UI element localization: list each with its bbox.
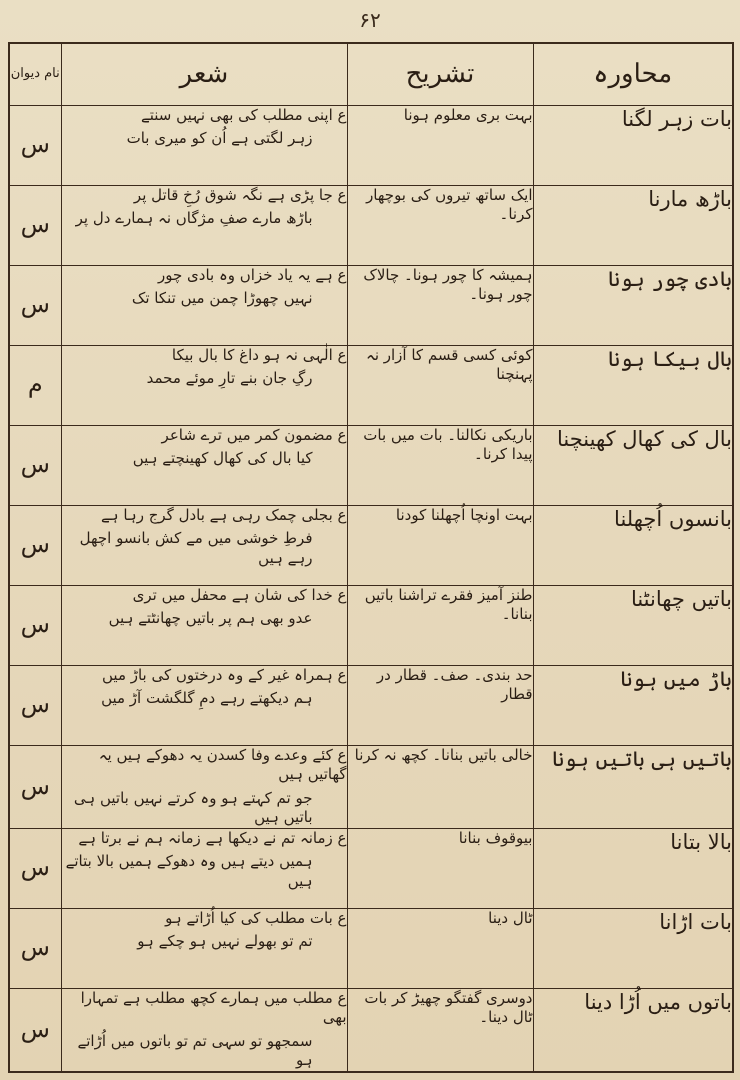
tashreeh-cell: کوئی کسی قسم کا آزار نہ پہنچنا xyxy=(347,345,533,425)
sher-cell xyxy=(61,105,347,185)
sher-cell xyxy=(61,505,347,585)
tashreeh-cell: خالی باتیں بنانا۔ کچھ نہ کرنا xyxy=(347,745,533,828)
tashreeh-cell: ایک ساتھ تیروں کی بوچھار کرنا۔ xyxy=(347,185,533,265)
sher-line-1: ع مضمون کمر میں ترے شاعر xyxy=(161,425,347,444)
sher-cell xyxy=(61,185,347,265)
header-diwan: نام دیوان xyxy=(9,43,61,105)
sher-line-2: عدو بھی ہم پر باتیں چھانٹتے ہیں xyxy=(108,609,313,627)
muhawara-cell: بادی چور ہونا xyxy=(533,265,733,345)
muhawara-cell: بال بیکا ہونا xyxy=(533,345,733,425)
sher-cell xyxy=(61,908,347,988)
diwan-cell: س xyxy=(9,425,61,505)
muhawara-cell: بال کی کھال کھینچنا xyxy=(533,425,733,505)
tashreeh-cell: بہت بری معلوم ہونا xyxy=(347,105,533,185)
tashreeh-cell: ہمیشہ کا چور ہونا۔ چالاک چور ہونا۔ xyxy=(347,265,533,345)
sher-cell xyxy=(61,425,347,505)
tashreeh-cell: باریکی نکالنا۔ بات میں بات پیدا کرنا۔ xyxy=(347,425,533,505)
header-sher: شعر xyxy=(61,43,347,105)
sher-line-1: ع مطلب میں ہمارے کچھ مطلب ہے تمہارا بھی xyxy=(80,988,347,1026)
page-number: ۶۲ xyxy=(359,8,381,32)
tashreeh-cell: حد بندی۔ صف۔ قطار در قطار xyxy=(347,665,533,745)
sher-line-1: ع بجلی چمک رہی ہے بادل گرج رہا ہے xyxy=(100,505,347,524)
sher-line-2: ہم دیکھتے رہے دمِ گلگشت آڑ میں xyxy=(101,689,313,707)
tashreeh-cell: ٹال دینا xyxy=(347,908,533,988)
header-tashreeh: تشریح xyxy=(347,43,533,105)
muhawara-cell: باتیں ہی باتیں ہونا xyxy=(533,745,733,828)
table-row xyxy=(9,505,733,585)
diwan-cell: س xyxy=(9,185,61,265)
sher-cell xyxy=(61,585,347,665)
sher-line-1: ع ہمراہ غیر کے وہ درختوں کی باڑ میں xyxy=(102,665,347,684)
header-muhawara: محاورہ xyxy=(533,43,733,105)
sher-cell xyxy=(61,665,347,745)
table-row xyxy=(9,828,733,908)
sher-line-2: فرطِ خوشی میں مے کش بانسو اچھل رہے ہیں xyxy=(79,529,313,567)
sher-line-1: ع ہے یہ یاد خزاں وہ بادی چور xyxy=(158,265,347,284)
sher-line-1: ع خدا کی شان ہے محفل میں تری xyxy=(132,585,347,604)
sher-line-2: تم تو بھولے نہیں ہو چکے ہو xyxy=(137,932,313,950)
sher-line-2: کیا بال کی کھال کھینچتے ہیں xyxy=(132,449,313,467)
diwan-cell: س xyxy=(9,585,61,665)
muhawara-cell: باڑ میں ہونا xyxy=(533,665,733,745)
sher-line-1: ع زمانہ تم نے دیکھا ہے زمانہ ہم نے برتا ہے xyxy=(78,828,347,847)
sher-line-2: رگِ جان بنے تارِ موئے محمد xyxy=(146,369,313,387)
diwan-cell: س xyxy=(9,988,61,1072)
sher-line-2: ہمیں دیتے ہیں وہ دھوکے ہمیں بالا بتاتے ہیں xyxy=(65,852,313,890)
diwan-cell: س xyxy=(9,745,61,828)
muhawara-cell: باتوں میں اُڑا دینا xyxy=(533,988,733,1072)
tashreeh-cell: دوسری گفتگو چھیڑ کر بات ٹال دینا۔ xyxy=(347,988,533,1072)
table-row xyxy=(9,105,733,185)
muhawara-cell: بات اڑانا xyxy=(533,908,733,988)
sher-line-2: نہیں چھوڑا چمن میں تنکا تک xyxy=(131,289,313,307)
sher-cell xyxy=(61,988,347,1072)
sher-line-1: ع جا پڑی ہے نگہ شوق رُخِ قاتل پر xyxy=(133,185,347,204)
table-row xyxy=(9,585,733,665)
sher-line-1: ع کئے وعدے وفا کسدن یہ دھوکے ہیں یہ گھاتیں ہیں xyxy=(98,745,347,783)
muhawara-cell: بات زہر لگنا xyxy=(533,105,733,185)
idioms-table xyxy=(8,42,734,1073)
sher-line-1: ع بات مطلب کی کیا اُڑاتے ہو xyxy=(165,908,347,927)
table-row xyxy=(9,265,733,345)
diwan-cell: س xyxy=(9,828,61,908)
sher-cell xyxy=(61,745,347,828)
sher-cell xyxy=(61,345,347,425)
diwan-cell: س xyxy=(9,665,61,745)
muhawara-cell: بالا بتانا xyxy=(533,828,733,908)
table-row xyxy=(9,345,733,425)
tashreeh-cell: بیوقوف بنانا xyxy=(347,828,533,908)
sher-line-1: ع الٰہی نہ ہو داغ کا بال بیکا xyxy=(171,345,347,364)
header-row xyxy=(9,43,733,105)
sher-line-2: باڑھ مارے صفِ مژگاں نہ ہمارے دل پر xyxy=(75,209,313,227)
table-row xyxy=(9,908,733,988)
muhawara-cell: باتیں چھانٹنا xyxy=(533,585,733,665)
tashreeh-cell: بہت اونچا اُچھلنا کودنا xyxy=(347,505,533,585)
sher-line-1: ع اپنی مطلب کی بھی نہیں سنتے xyxy=(140,105,347,124)
sher-line-2: جو تم کہتے ہو وہ کرتے نہیں باتیں ہی باتیں ہیں xyxy=(73,788,313,826)
table-row xyxy=(9,745,733,828)
diwan-cell: س xyxy=(9,505,61,585)
table-row xyxy=(9,665,733,745)
diwan-cell: س xyxy=(9,105,61,185)
muhawara-cell: باڑھ مارنا xyxy=(533,185,733,265)
sher-cell xyxy=(61,828,347,908)
muhawara-cell: بانسوں اُچھلنا xyxy=(533,505,733,585)
sher-cell xyxy=(61,265,347,345)
table-row xyxy=(9,425,733,505)
diwan-cell: س xyxy=(9,265,61,345)
diwan-cell: س xyxy=(9,908,61,988)
sher-line-2: زہر لگتی ہے اُن کو میری بات xyxy=(126,129,313,147)
tashreeh-cell: طنز آمیز فقرے تراشنا باتیں بنانا۔ xyxy=(347,585,533,665)
table-row xyxy=(9,185,733,265)
table-row xyxy=(9,988,733,1072)
diwan-cell: م xyxy=(9,345,61,425)
sher-line-2: سمجھو تو سہی تم تو باتوں میں اُڑاتے ہو xyxy=(77,1031,313,1069)
